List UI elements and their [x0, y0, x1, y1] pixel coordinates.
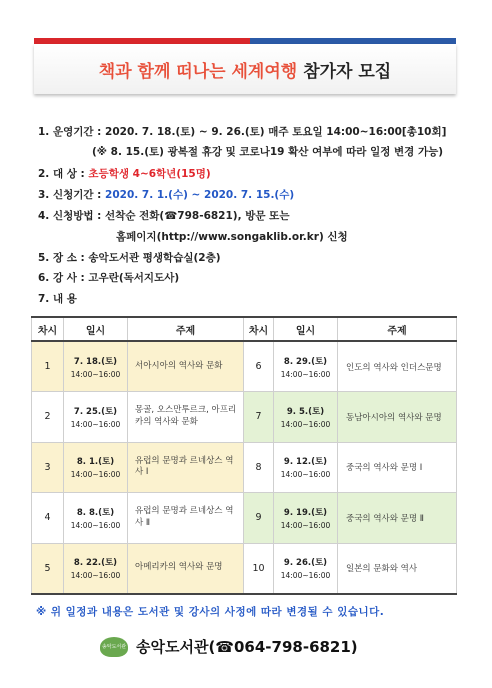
session-topic: 유럽의 문명과 르네상스 역사 Ⅱ [128, 493, 244, 544]
logo-text: 송악도서관 [101, 644, 127, 650]
header-session-2: 차시 [244, 317, 274, 341]
table-row [32, 493, 457, 544]
session-topic: 인도의 역사와 인더스문명 [338, 341, 457, 392]
info-method-homepage: 홈페이지(http://www.songaklib.or.kr) 신청 [116, 231, 348, 243]
info-method-label: 4. 신청방법 : [38, 210, 102, 222]
title-main: 책과 함께 떠나는 세계여행 [98, 61, 298, 82]
session-number: 5 [32, 543, 64, 594]
session-topic: 중국의 역사와 문명 Ⅰ [338, 442, 457, 493]
info-target-label: 2. 대 상 : [38, 168, 85, 180]
header-topic: 주제 [128, 317, 244, 341]
header-datetime-2: 일시 [274, 317, 338, 341]
session-topic: 일본의 문화와 역사 [338, 543, 457, 594]
info-target-value: 초등학생 4~6학년(15명) [88, 168, 211, 180]
session-topic: 유럽의 문명과 르네상스 역사 Ⅰ [128, 442, 244, 493]
session-date: 8. 22.(토) [73, 558, 118, 568]
library-logo-icon [100, 637, 128, 657]
session-datetime [64, 543, 128, 594]
info-lecturer-value: 고우란(독서지도사) [88, 272, 180, 284]
session-number: 9 [244, 493, 274, 544]
session-datetime [64, 392, 128, 443]
info-period-note: (※ 8. 15.(토) 광복절 휴강 및 코로나19 확산 여부에 따라 일정 변경 가능) [92, 146, 444, 158]
session-number: 7 [244, 392, 274, 443]
session-datetime [64, 442, 128, 493]
session-date: 9. 26.(토) [283, 558, 328, 568]
header-datetime: 일시 [64, 317, 128, 341]
session-date: 7. 18.(토) [73, 356, 118, 367]
table-row [32, 341, 457, 392]
title-sub: 참가자 모집 [303, 61, 392, 82]
session-date: 7. 25.(토) [73, 406, 118, 417]
page-title [34, 44, 456, 94]
session-time: 14:00~16:00 [280, 520, 331, 530]
session-topic: 동남아시아의 역사와 문명 [338, 392, 457, 443]
info-method [38, 208, 289, 223]
session-topic: 서아시아의 역사와 문화 [128, 341, 244, 392]
session-datetime [64, 341, 128, 392]
session-datetime [274, 442, 338, 493]
session-number: 6 [244, 341, 274, 392]
session-time: 14:00~16:00 [70, 571, 121, 580]
session-date: 8. 8.(토) [76, 507, 115, 518]
info-apply-label: 3. 신청기간 : [38, 189, 102, 201]
info-place-label: 5. 장 소 : [38, 252, 85, 264]
footer-contact: 송악도서관(☎064-798-6821) [136, 638, 358, 656]
header-session: 차시 [32, 317, 64, 341]
info-lecturer [38, 270, 179, 285]
header-topic-2: 주제 [338, 317, 457, 341]
session-time: 14:00~16:00 [280, 419, 331, 429]
footer [100, 636, 358, 657]
session-time: 14:00~16:00 [70, 520, 121, 530]
session-date: 9. 19.(토) [283, 507, 328, 518]
info-target [38, 166, 211, 181]
session-date: 8. 1.(토) [76, 457, 115, 468]
session-topic: 아메리카의 역사와 문명 [128, 543, 244, 594]
session-date: 9. 5.(토) [286, 406, 325, 417]
session-number: 1 [32, 341, 64, 392]
info-content-label: 7. 내 용 [38, 293, 77, 305]
table-row [32, 392, 457, 443]
schedule-header-row [32, 317, 457, 341]
info-method-value: 선착순 전화(☎798-6821), 방문 또는 [105, 210, 290, 222]
info-place-value: 송악도서관 평생학습실(2층) [88, 252, 221, 264]
session-time: 14:00~16:00 [70, 419, 121, 429]
info-period-value: 2020. 7. 18.(토) ~ 9. 26.(토) 매주 토요일 14:00~16:00[총10회] [105, 126, 447, 138]
table-row [32, 543, 457, 594]
session-topic: 중국의 역사와 문명 Ⅱ [338, 493, 457, 544]
session-date: 8. 29.(토) [283, 356, 328, 367]
session-time: 14:00~16:00 [70, 470, 121, 480]
session-time: 14:00~16:00 [70, 369, 121, 379]
session-datetime [274, 392, 338, 443]
session-number: 8 [244, 442, 274, 493]
session-number: 10 [244, 543, 274, 594]
session-number: 2 [32, 392, 64, 443]
info-place [38, 250, 221, 265]
table-row [32, 442, 457, 493]
info-apply [38, 187, 294, 202]
session-time: 14:00~16:00 [280, 571, 331, 580]
session-datetime [274, 341, 338, 392]
session-date: 9. 12.(토) [283, 457, 328, 468]
footnote: ※ 위 일정과 내용은 도서관 및 강사의 사정에 따라 변경될 수 있습니다. [36, 606, 385, 618]
info-lecturer-label: 6. 강 사 : [38, 272, 85, 284]
info-period [38, 124, 446, 139]
session-topic: 몽골, 오스만투르크, 아프리카의 역사와 문화 [128, 392, 244, 443]
schedule-table [31, 316, 457, 595]
session-number: 3 [32, 442, 64, 493]
session-datetime [64, 493, 128, 544]
info-period-label: 1. 운영기간 : [38, 126, 102, 138]
session-time: 14:00~16:00 [280, 369, 331, 379]
session-datetime [274, 493, 338, 544]
session-datetime [274, 543, 338, 594]
session-number: 4 [32, 493, 64, 544]
info-apply-value: 2020. 7. 1.(수) ~ 2020. 7. 15.(수) [105, 189, 295, 201]
session-time: 14:00~16:00 [280, 470, 331, 480]
